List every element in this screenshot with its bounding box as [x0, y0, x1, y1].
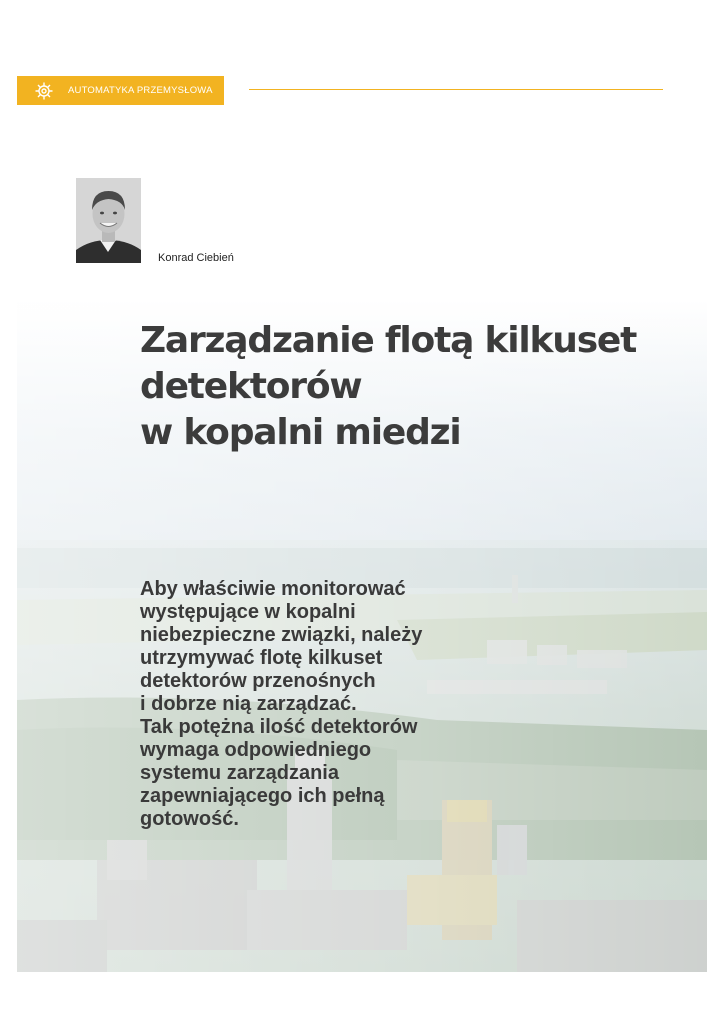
gear-icon	[34, 81, 54, 101]
section-tag	[17, 76, 224, 105]
lead-line: systemu zarządzania	[140, 762, 339, 784]
lead-line: detektorów przenośnych	[140, 670, 376, 692]
lead-line: i dobrze nią zarządzać.	[140, 693, 357, 715]
title-line: w kopalni miedzi	[140, 412, 461, 453]
lead-line: niebezpieczne związki, należy	[140, 624, 423, 646]
lead-line: występujące w kopalni	[140, 601, 356, 623]
lead-line: wymaga odpowiedniego	[140, 739, 372, 761]
lead-line: utrzymywać flotę kilkuset	[140, 647, 383, 669]
lead-line: Aby właściwie monitorować	[140, 578, 406, 600]
author-photo	[76, 178, 141, 263]
section-label: AUTOMATYKA PRZEMYSŁOWA	[68, 85, 213, 96]
lead-line: gotowość.	[140, 808, 239, 830]
title-line: Zarządzanie flotą kilkuset	[140, 320, 637, 361]
article-title	[140, 318, 660, 456]
lead-line: zapewniającego ich pełną	[140, 785, 385, 807]
title-line: detektorów	[140, 366, 362, 407]
header-rule	[249, 89, 663, 90]
author-name: Konrad Ciebień	[158, 252, 234, 264]
lead-line: Tak potężna ilość detektorów	[140, 716, 418, 738]
article-lead	[140, 578, 460, 831]
